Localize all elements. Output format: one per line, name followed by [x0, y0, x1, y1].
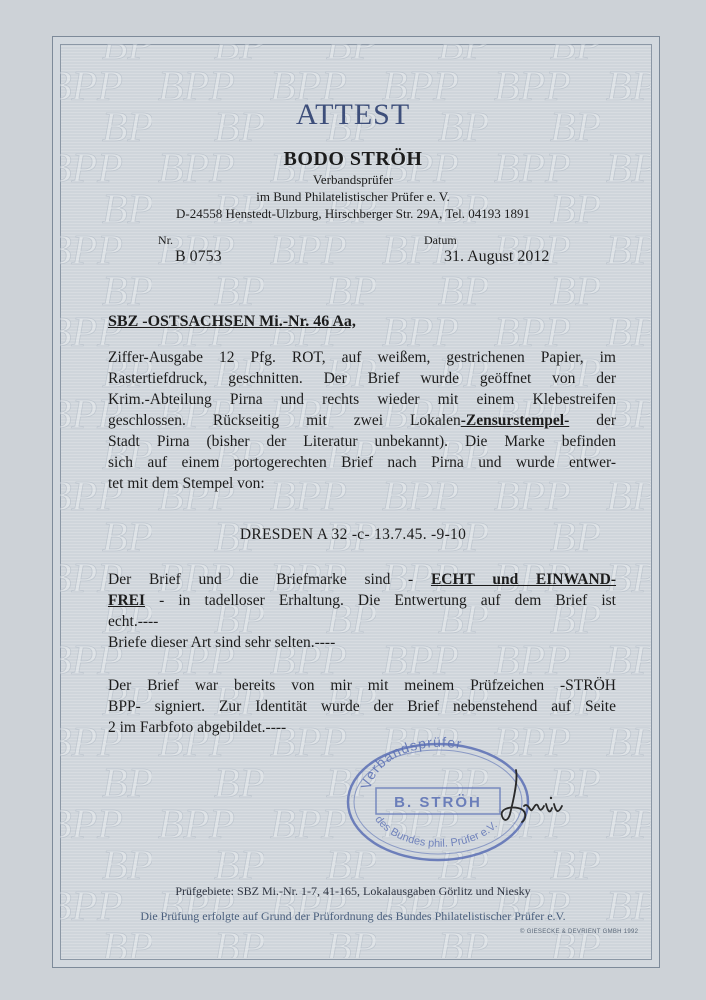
- handwritten-signature: [488, 766, 578, 826]
- stamp-center-text: B. STRÖH: [394, 794, 482, 811]
- verdict-paragraph: [108, 569, 616, 653]
- verdict-genuine: ECHT und EINWAND-: [430, 571, 617, 588]
- verdict-line: [108, 569, 616, 590]
- description-paragraph: [108, 347, 616, 494]
- verdict-faultless: FREI: [108, 592, 146, 609]
- description-line: Stadt Pirna (bisher der Literatur unbekannt). Die Marke befinden: [108, 433, 616, 450]
- number-label: Nr.: [158, 233, 173, 247]
- stamp-bottom-text: des Bundes phil. Prüfer e.V.: [372, 813, 500, 850]
- examiner-address: D-24558 Henstedt-Ulzburg, Hirschberger Str. 29A, Tel. 04193 1891: [175, 206, 530, 221]
- description-line: Krim.-Abteilung Pirna und rechts wieder mit einem Klebestreifen: [108, 391, 616, 408]
- verdict-line: echt.----: [108, 613, 159, 630]
- note-line: BPP- signiert. Zur Identität wurde der Brief nebenstehend auf Seite: [108, 698, 616, 715]
- rarity-note: Briefe dieser Art sind sehr selten.----: [108, 634, 336, 651]
- description-line-mixed: [108, 410, 616, 431]
- description-line: Rastertiefdruck, geschnitten. Der Brief wurde geöffnet von der: [108, 370, 616, 387]
- disclaimer-text: Die Prüfung erfolgte auf Grund der Prüfordnung des Bundes Philatelistischer Prüfer e.V.: [140, 909, 566, 923]
- description-line: Ziffer-Ausgabe 12 Pfg. ROT, auf weißem, gestrichenen Papier, im: [108, 349, 616, 366]
- note-line: Der Brief war bereits von mir mit meinem Prüfzeichen -STRÖH: [108, 677, 616, 694]
- examiner-name: BODO STRÖH: [283, 148, 423, 170]
- stamp-heading: SBZ -OSTSACHSEN Mi.-Nr. 46 Aa,: [108, 313, 356, 330]
- certificate-date: 31. August 2012: [444, 248, 550, 265]
- verdict-condition: - in tadelloser Erhaltung. Die Entwertung auf dem Brief ist: [145, 592, 616, 609]
- certificate-number: B 0753: [175, 248, 222, 265]
- description-text: geschlossen. Rückseitig mit zwei Lokalen: [108, 412, 461, 429]
- examination-areas: Prüfgebiete: SBZ Mi.-Nr. 1-7, 41-165, Lokalausgaben Görlitz und Niesky: [175, 884, 531, 898]
- censor-mark-emphasis: -Zensurstempel-: [460, 412, 570, 429]
- verdict-prefix: Der Brief und die Briefmarke sind -: [108, 571, 414, 588]
- stamp-top-text: Verbandsprüfer: [357, 733, 464, 791]
- description-line: tet mit dem Stempel von:: [108, 475, 265, 492]
- svg-text:des Bundes phil. Prüfer e.V.: [372, 814, 499, 850]
- printer-imprint: © GIESECKE & DEVRIENT GMBH 1992: [520, 929, 639, 935]
- document-title: ATTEST: [295, 98, 411, 131]
- verdict-line: [108, 590, 616, 611]
- description-text: der: [569, 412, 616, 429]
- note-line: 2 im Farbfoto abgebildet.----: [108, 719, 287, 736]
- signature-note-paragraph: [108, 675, 616, 738]
- date-label: Datum: [424, 233, 457, 247]
- examiner-association: im Bund Philatelistischer Prüfer e. V.: [256, 189, 450, 204]
- postmark-text: DRESDEN A 32 -c- 13.7.45. -9-10: [239, 526, 467, 543]
- description-line: sich auf einem portogerechten Brief nach Pirna und wurde entwer-: [108, 454, 616, 471]
- examiner-role: Verbandsprüfer: [312, 172, 394, 187]
